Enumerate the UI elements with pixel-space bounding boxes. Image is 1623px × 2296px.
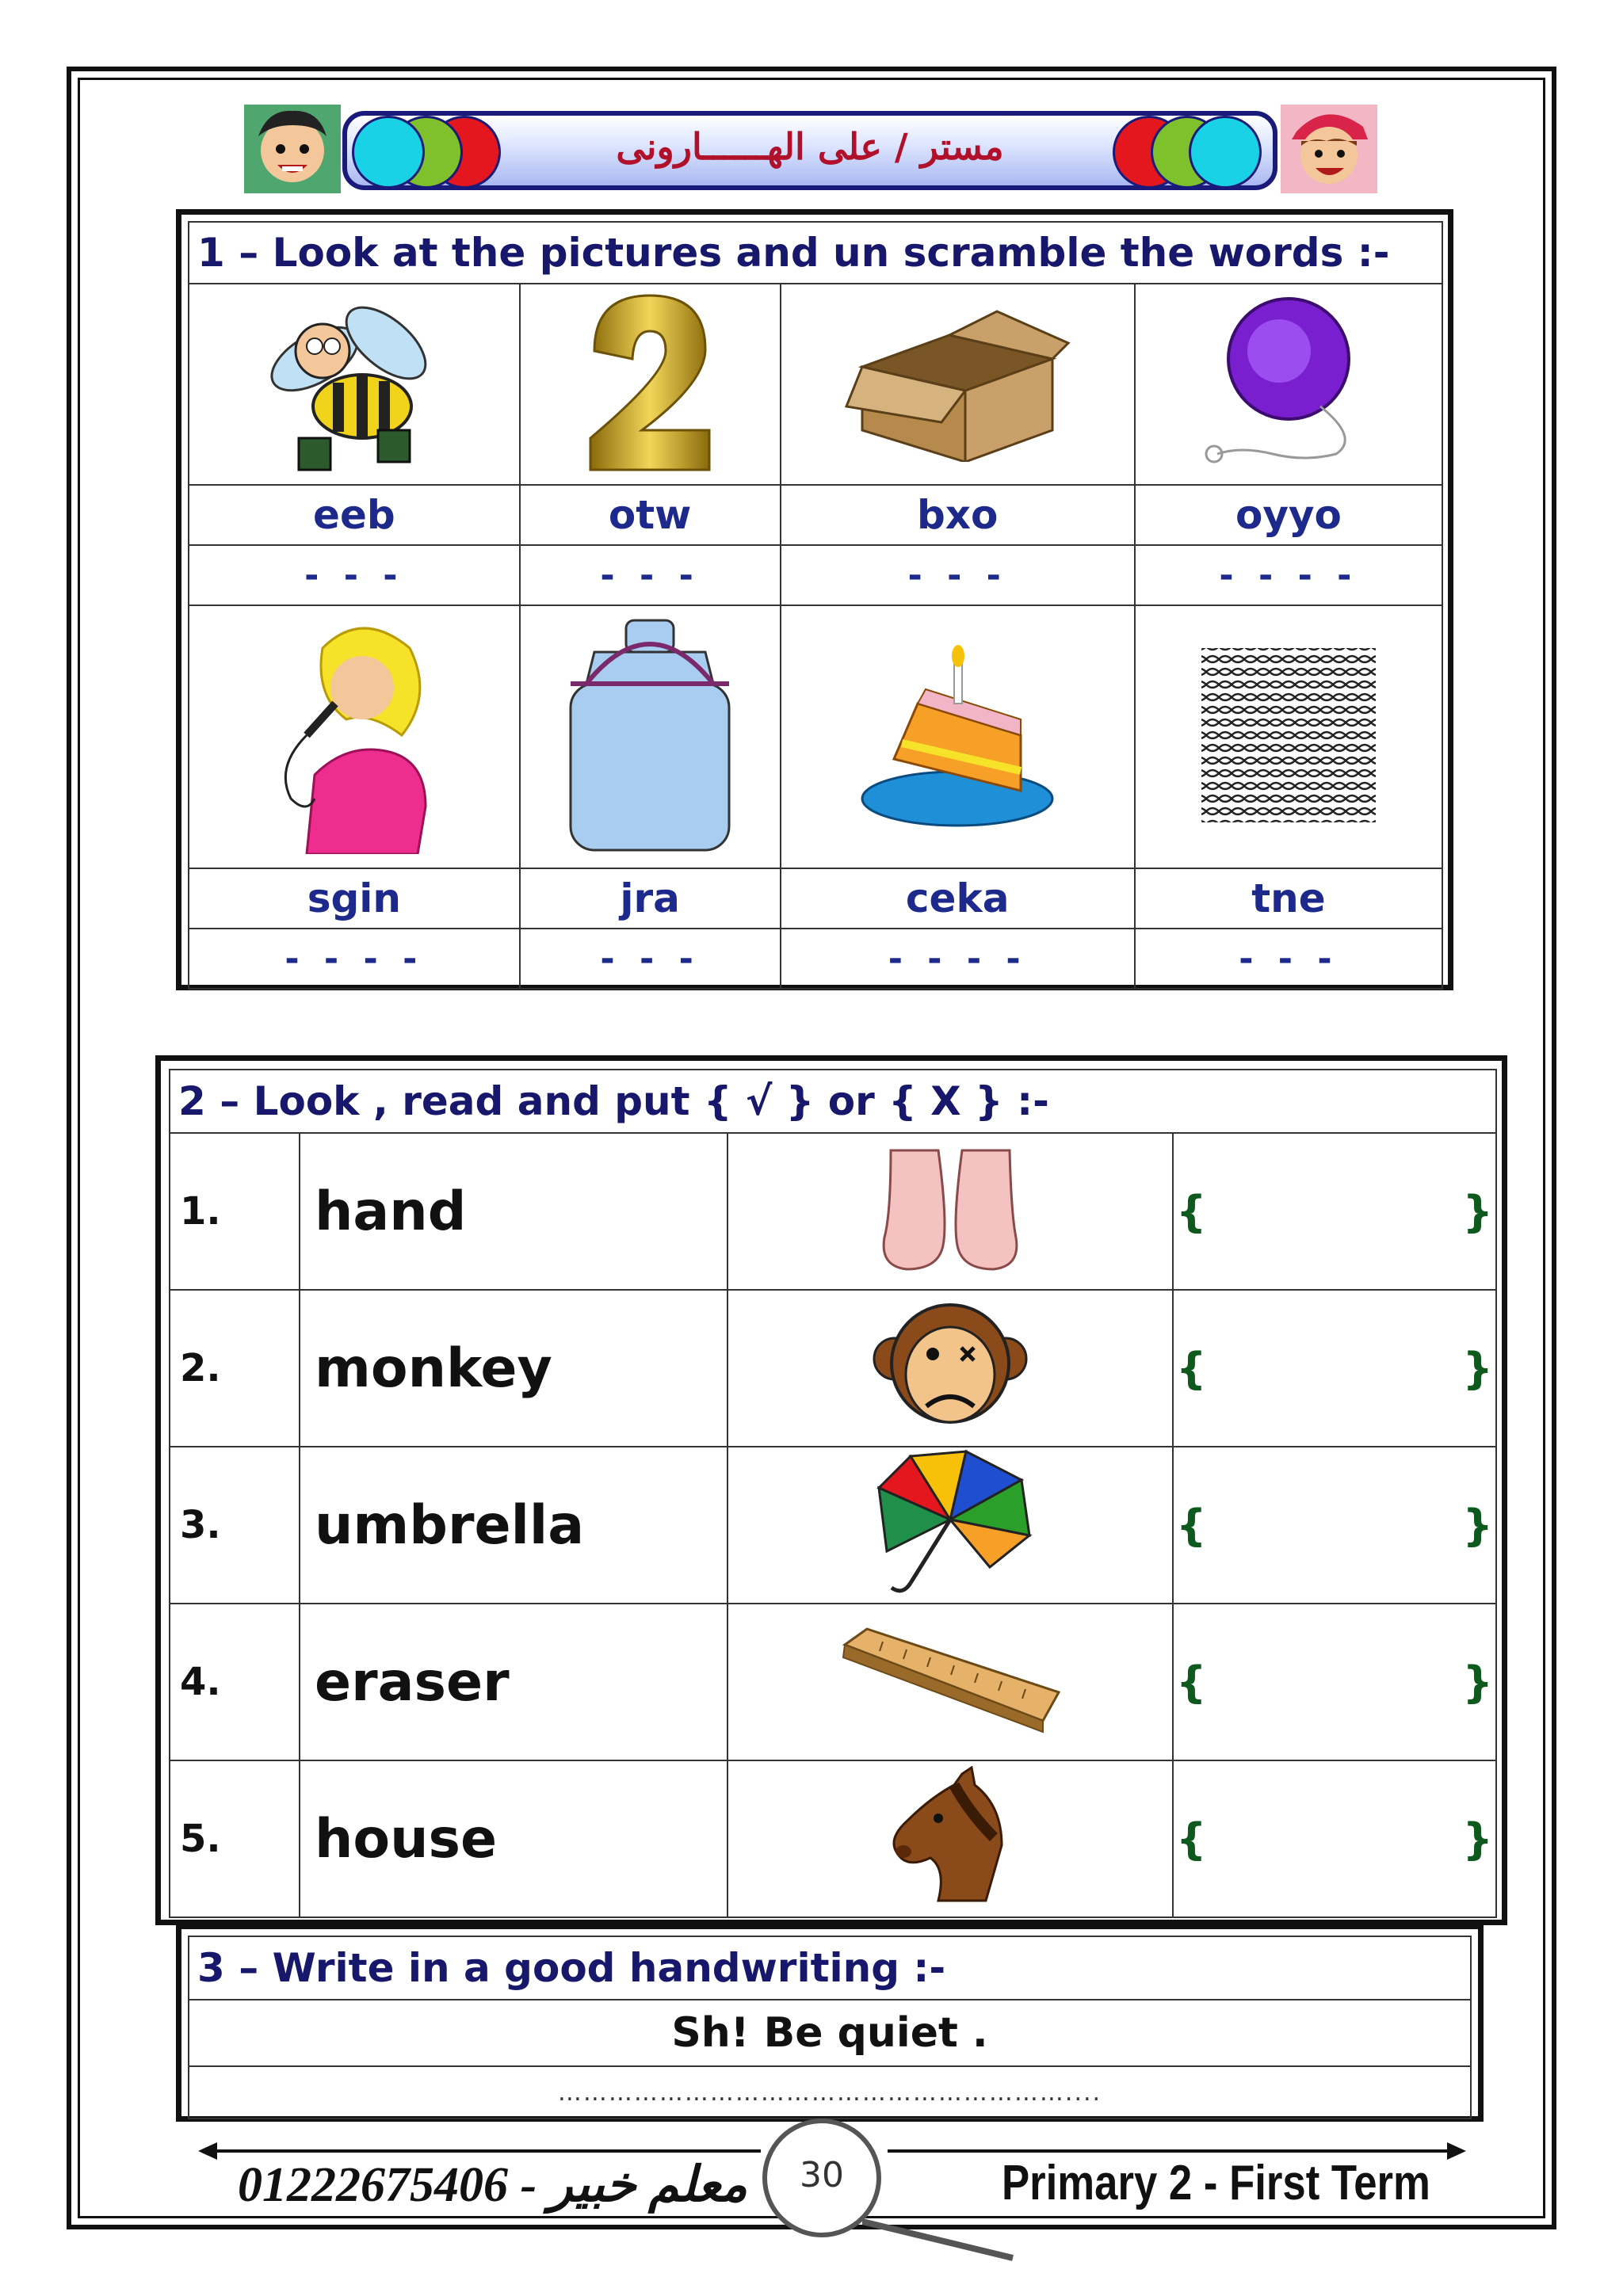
scrambled-word: eeb xyxy=(189,485,520,545)
picture-cell xyxy=(189,284,520,485)
section3-title: 3 – Write in a good handwriting :- xyxy=(189,1936,1471,2000)
item-word: house xyxy=(300,1760,727,1917)
item-word: hand xyxy=(300,1133,727,1290)
item-number: 2. xyxy=(170,1290,300,1447)
answer-blank[interactable]: - - - xyxy=(781,545,1135,605)
open-brace: { xyxy=(1176,1500,1207,1550)
item-word: umbrella xyxy=(300,1447,727,1604)
net-icon xyxy=(1193,640,1384,830)
open-brace: { xyxy=(1176,1657,1207,1707)
yoyo-icon xyxy=(1186,296,1392,470)
girl-face-icon xyxy=(1281,105,1377,193)
close-brace: } xyxy=(1462,1186,1493,1237)
item-number: 1. xyxy=(170,1133,300,1290)
answer-blank[interactable]: - - - xyxy=(189,545,520,605)
magnifier-handle-icon xyxy=(862,2218,1021,2266)
monkey-icon xyxy=(871,1295,1029,1438)
bee-icon xyxy=(243,288,465,478)
teacher-name: مستر / على الهــــــارونى xyxy=(616,125,1004,168)
singer-icon xyxy=(259,616,449,854)
answer-blank[interactable]: - - - - xyxy=(781,929,1135,989)
picture-cell xyxy=(727,1760,1173,1917)
section1-title: 1 – Look at the pictures and un scramble the words :- xyxy=(189,222,1442,284)
answer-brackets[interactable] xyxy=(1173,1604,1496,1760)
boy-face-icon xyxy=(244,105,341,193)
footer-term: Primary 2 - First Term xyxy=(1002,2156,1430,2210)
umbrella-icon xyxy=(863,1448,1037,1599)
answer-blank[interactable]: - - - xyxy=(520,929,781,989)
close-brace: } xyxy=(1462,1500,1493,1550)
jar-icon xyxy=(563,612,737,858)
picture-cell xyxy=(727,1604,1173,1760)
answer-brackets[interactable] xyxy=(1173,1290,1496,1447)
cyan-dot xyxy=(352,116,425,189)
color-dots-right xyxy=(1109,116,1276,189)
picture-cell xyxy=(727,1447,1173,1604)
answer-blank[interactable]: - - - xyxy=(520,545,781,605)
picture-cell xyxy=(520,284,781,485)
item-number: 5. xyxy=(170,1760,300,1917)
picture-cell xyxy=(727,1133,1173,1290)
handwriting-line[interactable]: …………………………………………………….... xyxy=(189,2066,1471,2119)
handwriting-sentence: Sh! Be quiet . xyxy=(189,2000,1471,2066)
item-word: monkey xyxy=(300,1290,727,1447)
close-brace: } xyxy=(1462,1657,1493,1707)
scrambled-word: otw xyxy=(520,485,781,545)
scrambled-word: tne xyxy=(1135,868,1442,929)
number-two-icon xyxy=(571,288,729,478)
picture-cell xyxy=(781,605,1135,868)
item-word: eraser xyxy=(300,1604,727,1760)
scrambled-word: sgin xyxy=(189,868,520,929)
section-handwriting xyxy=(176,1924,1484,2122)
horse-icon xyxy=(883,1766,1018,1909)
close-brace: } xyxy=(1462,1343,1493,1394)
picture-cell xyxy=(727,1290,1173,1447)
open-brace: { xyxy=(1176,1343,1207,1394)
answer-brackets[interactable] xyxy=(1173,1760,1496,1917)
answer-blank[interactable]: - - - xyxy=(1135,929,1442,989)
open-brace: { xyxy=(1176,1814,1207,1864)
page-number: 30 xyxy=(800,2155,844,2195)
answer-blank[interactable]: - - - - xyxy=(1135,545,1442,605)
scrambled-word: jra xyxy=(520,868,781,929)
section-unscramble xyxy=(176,209,1453,990)
cake-icon xyxy=(854,640,1060,830)
item-number: 4. xyxy=(170,1604,300,1760)
picture-cell xyxy=(781,284,1135,485)
section2-title: 2 – Look , read and put { √ } or { X } :- xyxy=(170,1070,1496,1133)
color-dots-left xyxy=(349,116,515,189)
picture-cell xyxy=(1135,605,1442,868)
box-icon xyxy=(838,303,1076,462)
item-number: 3. xyxy=(170,1447,300,1604)
picture-cell xyxy=(520,605,781,868)
scrambled-word: oyyo xyxy=(1135,485,1442,545)
picture-cell xyxy=(189,605,520,868)
picture-cell xyxy=(1135,284,1442,485)
close-brace: } xyxy=(1462,1814,1493,1864)
answer-brackets[interactable] xyxy=(1173,1133,1496,1290)
footer-phone: 01222675406 - معلم خبير xyxy=(238,2158,748,2212)
section-true-false xyxy=(155,1055,1507,1925)
answer-blank[interactable]: - - - - xyxy=(189,929,520,989)
feet-icon xyxy=(875,1142,1025,1277)
scrambled-word: ceka xyxy=(781,868,1135,929)
cyan-dot xyxy=(1189,116,1262,189)
scrambled-word: bxo xyxy=(781,485,1135,545)
open-brace: { xyxy=(1176,1186,1207,1237)
ruler-icon xyxy=(835,1621,1065,1740)
answer-brackets[interactable] xyxy=(1173,1447,1496,1604)
